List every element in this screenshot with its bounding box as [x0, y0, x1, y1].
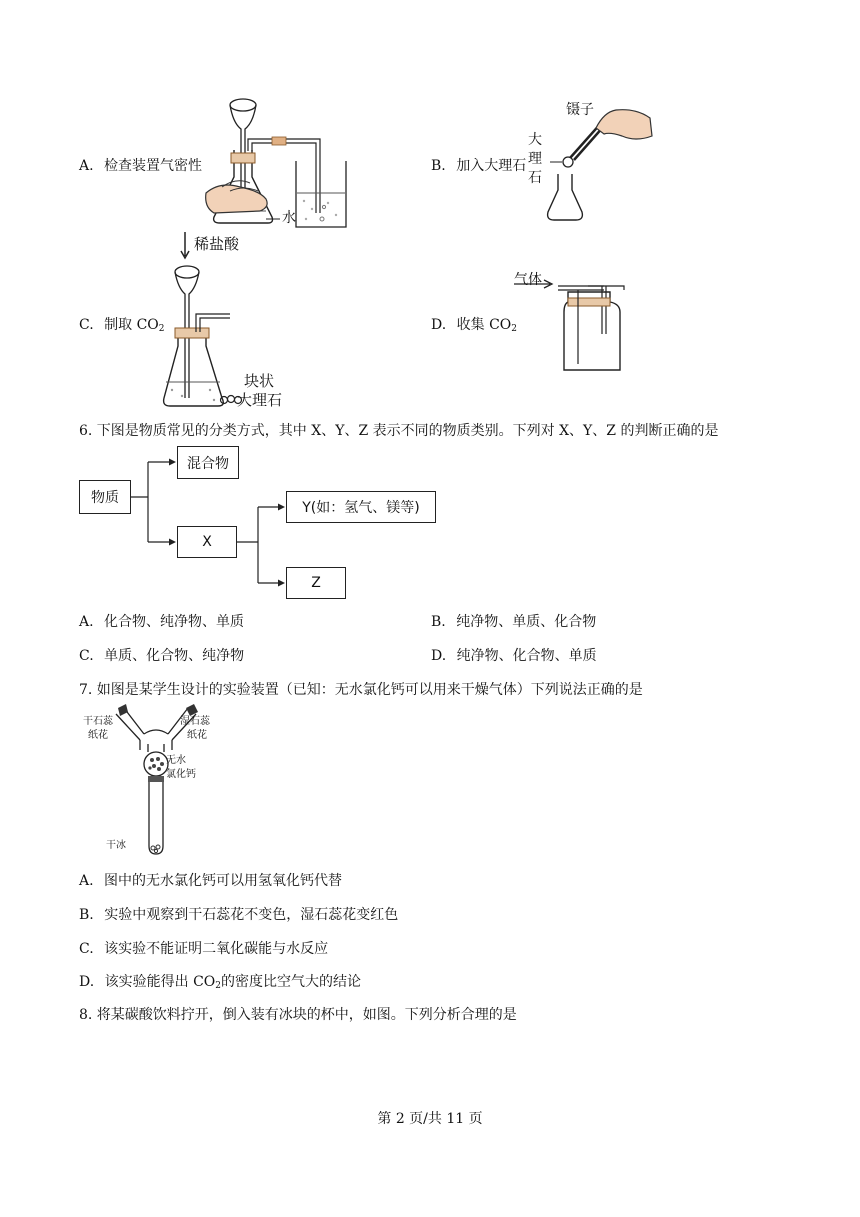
q6-option-a-label: A.	[79, 614, 94, 630]
q7-option-d-text-post: 的密度比空气大的结论	[221, 974, 362, 990]
label-cacl2-1: 无水	[166, 755, 186, 766]
q6-option-a	[79, 613, 244, 631]
label-block: 块状	[244, 372, 275, 390]
q7-option-a-text: 图中的无水氯化钙可以用氢氧化钙代替	[104, 873, 343, 889]
label-marble-2: 理	[528, 151, 542, 167]
option-d-sub: 2	[511, 324, 518, 334]
q6-option-c	[79, 647, 244, 665]
q6-option-b-text: 纯净物、单质、化合物	[456, 614, 597, 630]
q6-option-c-label: C.	[79, 648, 94, 664]
q6-option-a-text: 化合物、纯净物、单质	[104, 614, 245, 630]
option-a-text: 检查装置气密性	[104, 158, 203, 174]
label-dilute-hcl: 稀盐酸	[194, 235, 240, 253]
q7-option-b-label: B.	[79, 907, 94, 923]
box-x: X	[177, 526, 237, 558]
q6-option-d-label: D.	[431, 648, 447, 664]
q7-option-b	[79, 906, 398, 924]
label-dry-litmus-2: 纸花	[88, 730, 108, 741]
label-marble-3: 石	[528, 170, 542, 186]
q6-stem: 6. 下图是物质常见的分类方式，其中 X、Y、Z 表示不同的物质类别。下列对 X、Y、Z 的判断正确的是	[79, 423, 719, 439]
option-c-sub: 2	[158, 324, 165, 334]
option-a-label: A.	[79, 158, 94, 174]
q7-option-c-text: 该实验不能证明二氧化碳能与水反应	[104, 941, 329, 957]
option-b-label: B.	[431, 158, 446, 174]
q6-option-b-label: B.	[431, 614, 446, 630]
q6-option-c-text: 单质、化合物、纯净物	[104, 648, 245, 664]
q7-option-a-label: A.	[79, 873, 94, 889]
label-dry-ice: 干冰	[106, 840, 126, 851]
box-mixture: 混合物	[177, 446, 239, 479]
q7-option-c-label: C.	[79, 941, 94, 957]
box-y: Y(如：氢气、镁等)	[286, 491, 436, 523]
option-b-text: 加入大理石	[456, 158, 527, 174]
q7-option-d	[79, 973, 361, 991]
label-marble-1: 大	[528, 132, 542, 148]
q7-option-c	[79, 940, 328, 958]
label-wet-litmus-1: 湿石蕊	[180, 716, 210, 727]
q7-option-d-text-pre: 该实验能得出 CO	[104, 974, 216, 990]
label-block-marble: 大理石	[237, 391, 283, 409]
option-c-label: C.	[79, 317, 94, 333]
page-footer: 第 2 页/共 11 页	[377, 1111, 483, 1127]
box-z: Z	[286, 567, 346, 599]
label-tweezers: 镊子	[566, 102, 594, 118]
q6-option-d	[431, 647, 597, 665]
q7-stem: 7. 如图是某学生设计的实验装置（已知：无水氯化钙可以用来干燥气体）下列说法正确的是	[79, 682, 643, 698]
label-gas: 气体	[514, 272, 542, 288]
option-d-text: 收集 CO	[456, 317, 512, 333]
option-d-label: D.	[431, 317, 447, 333]
q6-option-b	[431, 613, 596, 631]
label-water: 水	[282, 210, 296, 226]
box-substance: 物质	[79, 480, 131, 514]
q7-option-d-label: D.	[79, 974, 95, 990]
label-dry-litmus-1: 干石蕊	[83, 716, 113, 727]
label-wet-litmus-2: 纸花	[187, 730, 207, 741]
q7-option-a	[79, 872, 342, 890]
q7-option-b-text: 实验中观察到干石蕊花不变色，湿石蕊花变红色	[104, 907, 399, 923]
q6-option-d-text: 纯净物、化合物、单质	[456, 648, 597, 664]
q8-stem: 8. 将某碳酸饮料拧开，倒入装有冰块的杯中，如图。下列分析合理的是	[79, 1007, 517, 1023]
q7-option-d-sub: 2	[215, 981, 222, 991]
label-cacl2-2: 氯化钙	[166, 769, 196, 780]
option-c-text: 制取 CO	[104, 317, 159, 333]
figure-y-tube-apparatus	[112, 706, 212, 856]
